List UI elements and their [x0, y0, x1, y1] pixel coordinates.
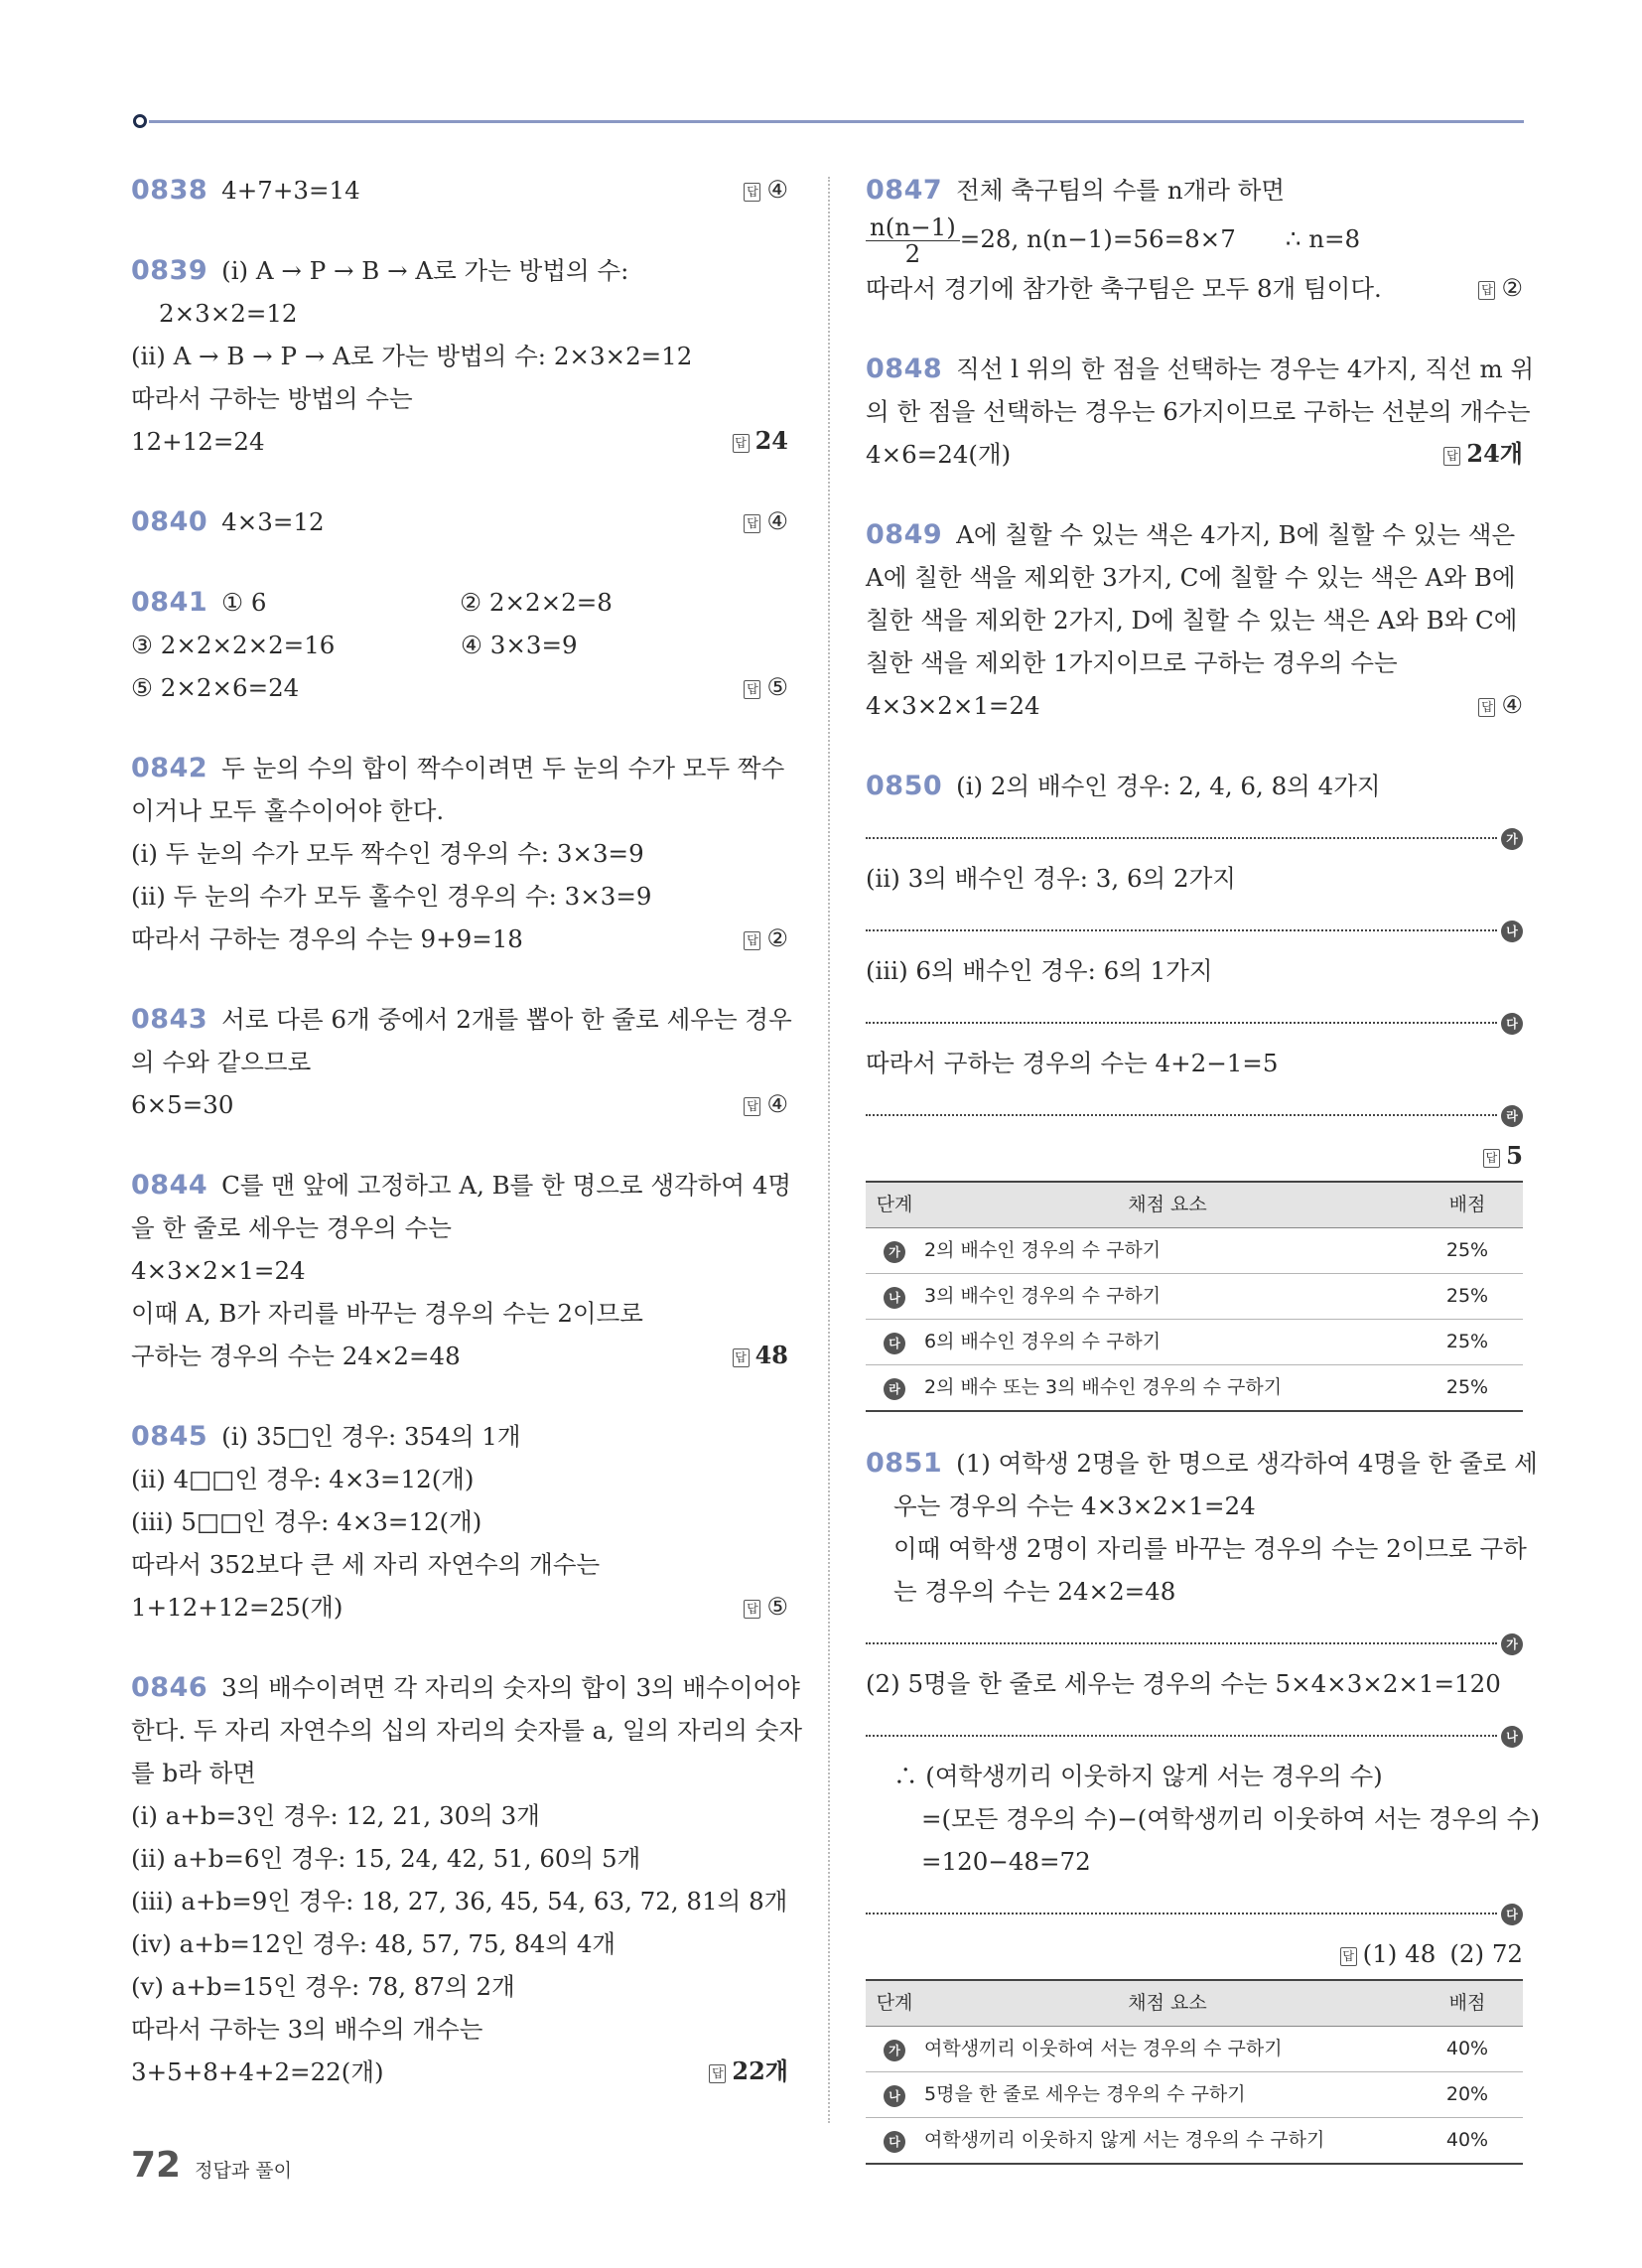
answer: 답 ④: [744, 169, 788, 212]
step-badge-icon: 가: [1501, 1633, 1523, 1655]
problem-0847: 0847 전체 축구팀의 수를 n개라 하면 $\frac{n(n-1)}{2}$ =28, n(n−1)=56=8×7 ∴ n=8 따라서 경기에 참가한 축구팀은 모두 8개 팀이다. 답 ②: [866, 169, 1523, 310]
step-divider: [866, 992, 1518, 1031]
answer: 답 ②: [744, 918, 788, 960]
page-label: 정답과 풀이: [195, 2160, 292, 2182]
step-badge-icon: 나: [884, 1287, 905, 1309]
problem-0846: 0846 3의 배수이려면 각 자리의 숫자의 합이 3의 배수이어야 한다. 두 자리 자연수의 십의 자리의 숫자를 a, 일의 자리의 숫자 를 b라 하면 (ⅰ) a+b=3인 경우: 12, 21, 30의 3개 (ⅱ) a+b=6인 경우: 15, 24, 42, 51, 60의 5개 (ⅲ) a+b=9인 경우: 18, 27, 36, 45, 54, 63, 72, 81의 8개 (ⅳ) a+b=12인 경우: 48, 57, 75, 84의 4개 (ⅴ) a+b=15인 경우: 78, 87의 2개 따라서 구하는 3의 배수의 개수는 3+5+8+4+2=22(개) 답 22개: [131, 1666, 788, 2093]
answer-tag-icon: 답: [744, 183, 760, 202]
table-row: 나 5명을 한 줄로 세우는 경우의 수 구하기 20%: [866, 2072, 1523, 2118]
step-badge-icon: 나: [884, 2085, 905, 2107]
step-badge-icon: 가: [1501, 828, 1523, 850]
header-rule: [149, 120, 1524, 123]
step-badge-icon: 다: [884, 2131, 905, 2153]
answer-tag-icon: 답: [1443, 447, 1460, 466]
answer: 답 22개: [709, 2050, 788, 2093]
answer-tag-icon: 답: [1340, 1947, 1357, 1966]
step-badge-icon: 다: [1501, 1904, 1523, 1925]
problem-number: 0846: [131, 1672, 208, 1703]
step-badge-icon: 라: [884, 1378, 905, 1400]
scoring-table: 단계 채점 요소 배점 가 여학생끼리 이웃하여 서는 경우의 수 구하기 40% 나 5명을 한 줄로 세우는 경우의 수 구하기 20% 다 여학생끼리 이웃하지 않게 서는 경우의 수 구하기 40%: [866, 1979, 1523, 2165]
problem-0844: 0844 C를 맨 앞에 고정하고 A, B를 한 명으로 생각하여 4명 을 한 줄로 세우는 경우의 수는 4×3×2×1=24 이때 A, B가 자리를 바꾸는 경우의 수는 2이므로 구하는 경우의 수는 24×2=48 답 48: [131, 1164, 788, 1377]
problem-0838: 0838 4+7+3=14 답 ④: [131, 169, 788, 212]
answer: 답 ④: [744, 1083, 788, 1126]
table-row: 다 6의 배수인 경우의 수 구하기 25%: [866, 1320, 1523, 1365]
problem-number: 0851: [866, 1448, 943, 1479]
answer: 답 ⑤: [744, 1586, 788, 1629]
problem-number: 0844: [131, 1170, 208, 1201]
answer: 5: [1505, 1141, 1523, 1170]
fraction: $\frac{n(n-1)}{2}$: [866, 214, 960, 267]
answer-tag-icon: 답: [744, 514, 760, 533]
answer: 답 24개: [1443, 432, 1523, 476]
step-badge-icon: 다: [1501, 1013, 1523, 1035]
header-bullet: [133, 114, 147, 128]
problem-0842: 0842 두 눈의 수의 합이 짝수이려면 두 눈의 수가 모두 짝수 이거나 모두 홀수이어야 한다. (ⅰ) 두 눈의 수가 모두 짝수인 경우의 수: 3×3=9 (ⅱ) 두 눈의 수가 모두 홀수인 경우의 수: 3×3=9 따라서 구하는 경우의 수는 9+9=18 답 ②: [131, 747, 788, 960]
answer: (1) 48: [1362, 1939, 1437, 1968]
problem-0850: 0850 (ⅰ) 2의 배수인 경우: 2, 4, 6, 8의 4가지 가 (ⅱ) 3의 배수인 경우: 3, 6의 2가지 나 (ⅲ) 6의 배수인 경우: 6의 1가지 다 따라서 구하는 경우의 수는 4+2−1=5 라 답 5 단계 채점 요소 배점 가 2의 배수인 경우의 수 구하기 25% 나 3의 배수인 경우의 수 구하기 25% 다 6의 배수인 경우의 수 구하기 25% 라 2의 배수 또는 3의 배수인 경우의 수 구하기 25%: [866, 765, 1523, 1412]
answer: 답 ②: [1478, 267, 1523, 310]
page-footer: [131, 2145, 292, 2186]
problem-number: 0840: [131, 506, 208, 537]
answer: 답 48: [733, 1334, 788, 1377]
page-number: 72: [131, 2145, 182, 2186]
answer: 답 ④: [1478, 684, 1523, 727]
left-column: [131, 169, 803, 2131]
answer-tag-icon: 답: [744, 1097, 760, 1116]
answer: 답 ④: [744, 500, 788, 543]
answer-tag-icon: 답: [709, 2064, 726, 2083]
problem-number: 0841: [131, 587, 208, 618]
step-divider: [866, 1084, 1518, 1123]
problem-number: 0842: [131, 753, 208, 783]
table-row: 다 여학생끼리 이웃하지 않게 서는 경우의 수 구하기 40%: [866, 2118, 1523, 2165]
problem-0851: 0851 (1) 여학생 2명을 한 명으로 생각하여 4명을 한 줄로 세 우는 경우의 수는 4×3×2×1=24 이때 여학생 2명이 자리를 바꾸는 경우의 수는 2이므로 구하 는 경우의 수는 24×2=48 가 (2) 5명을 한 줄로 세우는 경우의 수는 5×4×3×2×1=120 나 ∴ (여학생끼리 이웃하지 않게 서는 경우의 수) =(모든 경우의 수)−(여학생끼리 이웃하여 서는 경우의 수) =120−48=72 다 답 (1) 48 (2) 72 단계 채점 요소 배점 가 여학생끼리 이웃하여 서는 경우의 수 구하기 40% 나 5명을 한 줄로 세우는 경우의 수 구하기 20% 다 여학생끼리 이웃하지 않게 서는 경우의 수 구하기 40%: [866, 1442, 1523, 2165]
step-badge-icon: 가: [884, 2040, 905, 2061]
problem-number: 0849: [866, 519, 943, 550]
scoring-table: 단계 채점 요소 배점 가 2의 배수인 경우의 수 구하기 25% 나 3의 배수인 경우의 수 구하기 25% 다 6의 배수인 경우의 수 구하기 25% 라 2의 배수 또는 3의 배수인 경우의 수 구하기 25%: [866, 1181, 1523, 1412]
step-badge-icon: 다: [884, 1333, 905, 1354]
problem-0848: 0848 직선 l 위의 한 점을 선택하는 경우는 4가지, 직선 m 위 의 한 점을 선택하는 경우는 6가지이므로 구하는 선분의 개수는 4×6=24(개) 답 24개: [866, 348, 1523, 476]
step-badge-icon: 나: [1501, 921, 1523, 942]
answer-tag-icon: 답: [1478, 281, 1495, 300]
table-row: 라 2의 배수 또는 3의 배수인 경우의 수 구하기 25%: [866, 1365, 1523, 1412]
column-divider: [828, 177, 830, 2123]
problem-number: 0845: [131, 1421, 208, 1452]
step-badge-icon: 가: [884, 1241, 905, 1263]
problem-number: 0843: [131, 1004, 208, 1035]
step-divider: [866, 900, 1518, 938]
answer-tag-icon: 답: [744, 680, 760, 699]
answer: 답 ⑤: [744, 666, 788, 709]
answer-tag-icon: 답: [744, 1600, 760, 1619]
right-column: [866, 169, 1541, 2202]
step-divider: [866, 807, 1518, 846]
table-row: 가 2의 배수인 경우의 수 구하기 25%: [866, 1228, 1523, 1274]
problem-0840: 0840 4×3=12 답 ④: [131, 500, 788, 543]
table-row: 나 3의 배수인 경우의 수 구하기 25%: [866, 1274, 1523, 1320]
answer: 답 24: [733, 419, 788, 463]
problem-0849: 0849 A에 칠할 수 있는 색은 4가지, B에 칠할 수 있는 색은 A에 칠한 색을 제외한 3가지, C에 칠할 수 있는 색은 A와 B에 칠한 색을 제외한 2가지, D에 칠할 수 있는 색은 A와 B와 C에 칠한 색을 제외한 1가지이므로 구하는 경우의 수는 4×3×2×1=24 답 ④: [866, 513, 1523, 727]
answer-tag-icon: 답: [1478, 698, 1495, 717]
problem-0843: 0843 서로 다른 6개 중에서 2개를 뽑아 한 줄로 세우는 경우 의 수와 같으므로 6×5=30 답 ④: [131, 998, 788, 1126]
step-badge-icon: 나: [1501, 1726, 1523, 1748]
problem-number: 0848: [866, 354, 943, 384]
answer: (2) 72: [1449, 1939, 1523, 1968]
problem-number: 0839: [131, 255, 208, 286]
problem-number: 0850: [866, 771, 943, 801]
problem-0845: 0845 (ⅰ) 35□인 경우: 354의 1개 (ⅱ) 4□□인 경우: 4×3=12(개) (ⅲ) 5□□인 경우: 4×3=12(개) 따라서 352보다 큰 세 자리 자연수의 개수는 1+12+12=25(개) 답 ⑤: [131, 1415, 788, 1629]
step-divider: [866, 1705, 1518, 1744]
problem-0841: 0841 ① 6 ② 2×2×2=8 ③ 2×2×2×2=16 ④ 3×3=9 ⑤ 2×2×6=24 답 ⑤: [131, 581, 788, 709]
answer-tag-icon: 답: [733, 434, 750, 453]
problem-number: 0838: [131, 175, 208, 206]
answer-tag-icon: 답: [744, 931, 760, 950]
step-divider: [866, 1613, 1518, 1651]
problem-0839: 0839 (ⅰ) A → P → B → A로 가는 방법의 수: 2×3×2=12 (ⅱ) A → B → P → A로 가는 방법의 수: 2×3×2=12 따라서 구하는 방법의 수는 12+12=24 답 24: [131, 249, 788, 463]
answer-tag-icon: 답: [733, 1348, 750, 1367]
answer-tag-icon: 답: [1483, 1149, 1500, 1168]
step-badge-icon: 라: [1501, 1105, 1523, 1127]
problem-number: 0847: [866, 175, 943, 206]
step-divider: [866, 1883, 1518, 1921]
table-row: 가 여학생끼리 이웃하여 서는 경우의 수 구하기 40%: [866, 2027, 1523, 2072]
